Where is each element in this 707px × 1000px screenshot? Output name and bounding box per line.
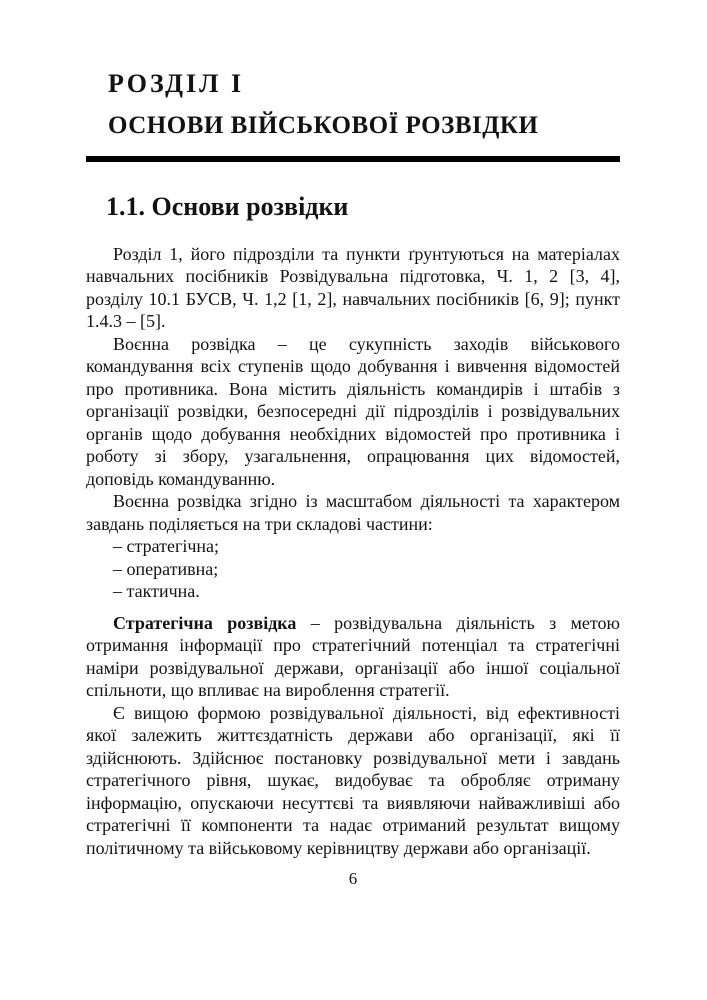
chapter-title: ОСНОВИ ВІЙСЬКОВОЇ РОЗВІДКИ bbox=[108, 111, 539, 139]
strategic-term: Стратегічна розвідка bbox=[113, 612, 297, 633]
body-text bbox=[86, 243, 620, 860]
paragraph-classification: Воєнна розвідка згідно із масштабом діяльності та характером завдань поділяється на три складові частини: bbox=[86, 491, 620, 534]
paragraph-strategic-definition bbox=[86, 612, 620, 702]
strategic-definition-text: – розвідувальна діяльність з метою отримання інформації про стратегічний потенціал та стратегічні наміри розвідувальної держави, організації або іншої соціальної спільноти, що впливає на вироблення стратегії. bbox=[86, 612, 620, 701]
paragraph-intro: Розділ 1, його підрозділи та пункти ґрунтуються на матеріалах навчальних посібників Розвідувальна підготовка, Ч. 1, 2 [3, 4], розділу 10.1 БУСВ, Ч. 1,2 [1, 2], навчальних посібників [6, 9]; пункт 1.4.3 – [5]. bbox=[86, 243, 620, 332]
chapter-kicker: РОЗДІЛ І bbox=[108, 69, 245, 98]
list-item-strategic: – стратегічна; bbox=[113, 536, 220, 557]
paragraph-strategic-detail: Є вищою формою розвідувальної діяльності, від ефективності якої залежить життєздатність держави або організації, які її здійснюють. Здійснює постановку розвідувальної мети і завдань стратегічного рівня, шукає, видобуває та обробляє отриману інформацію, опускаючи несуттєві та виявляючи найважливіші або стратегічні її компоненти та надає отриманий результат вищому політичному та військовому керівництву держави або організації. bbox=[86, 702, 620, 858]
section-title: 1.1. Основи розвідки bbox=[106, 191, 349, 221]
intelligence-types-list bbox=[86, 535, 620, 603]
paragraph-definition: Воєнна розвідка – це сукупність заходів військового командування всіх ступенів щодо добування і вивчення відомостей про противника. Вона містить діяльність командирів і штабів з організації розвідки, безпосередні дії підрозділів і розвідувальних органів щодо добування необхідних відомостей про противника і роботу зі збору, узагальнення, опрацювання цих відомостей, доповідь командуванню. bbox=[86, 333, 620, 489]
list-item-tactical: – тактична. bbox=[113, 581, 200, 602]
list-item-operational: – оперативна; bbox=[113, 558, 219, 579]
chapter-divider-rule bbox=[86, 156, 620, 162]
page-number: 6 bbox=[348, 869, 358, 889]
